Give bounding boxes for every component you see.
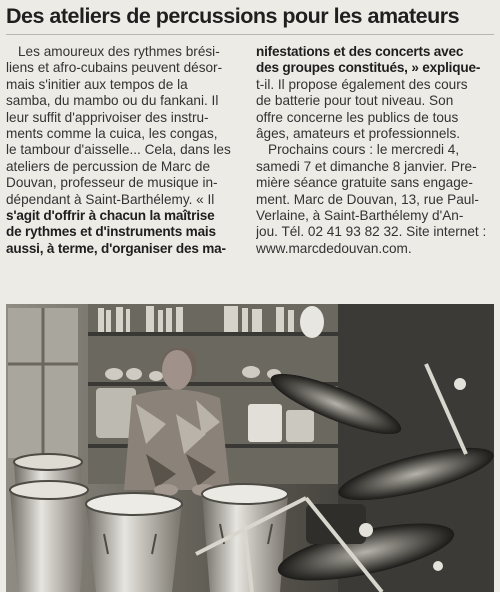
article-text-line: offre concerne les publics de tous: [256, 109, 459, 125]
article-text-line: jou. Tél. 02 41 93 82 32. Site internet :: [256, 224, 487, 240]
article-text-line: dépendant à Saint-Barthélemy. « Il: [6, 191, 215, 207]
article-text-line: ment. Marc de Douvan, 13, rue Paul-: [256, 191, 479, 207]
article-text-line: ments comme la cuica, les congas,: [6, 126, 218, 142]
article-text-line: mais s'initier aux tempos de la: [6, 76, 188, 92]
article-column-right: [256, 44, 494, 257]
article-text-line: Prochains cours : le mercredi 4,: [268, 142, 460, 158]
article-text-line: de rythmes et d'instruments mais: [6, 224, 216, 240]
article-text-line: âges, amateurs et professionnels.: [256, 126, 461, 142]
article-text-line: s'agit d'offrir à chacun la maîtrise: [6, 208, 215, 224]
article-text-line: samedi 7 et dimanche 8 janvier. Pre-: [256, 158, 477, 174]
article-headline: Des ateliers de percussions pour les amateurs: [6, 4, 460, 28]
headline-divider: [6, 34, 494, 35]
article-text-line: de batterie pour tout niveau. Son: [256, 93, 454, 109]
article-text-line: aussi, à terme, d'organiser des ma-: [6, 240, 226, 256]
article-text-line: Les amoureux des rythmes brési-: [18, 44, 220, 59]
article-text-line: www.marcdedouvan.com.: [256, 240, 412, 256]
article-text-line: mière séance gratuite sans engage-: [256, 175, 473, 191]
article-text-line: samba, du mambo ou du fankani. Il: [6, 93, 219, 109]
statue-bust: [300, 306, 324, 338]
article-text-line: liens et afro-cubains peuvent désor-: [6, 60, 223, 76]
shelf-bongo: [248, 404, 282, 442]
article-text-line: leur suffit d'apprivoiser des instru-: [6, 109, 209, 125]
article-text-line: des groupes constitués, » explique-: [256, 60, 481, 76]
article-text-line: t-il. Il propose également des cours: [256, 76, 468, 92]
article-text-line: ateliers de percussion de Marc de: [6, 158, 211, 174]
article-text-line: Douvan, professeur de musique in-: [6, 175, 218, 191]
article-text-line: Verlaine, à Saint-Barthélemy d'An-: [256, 208, 464, 224]
article-text-line: le tambour d'aisselle... Cela, dans les: [6, 142, 231, 158]
article-text-line: nifestations et des concerts avec: [256, 44, 464, 59]
article-column-left: [6, 44, 242, 257]
article-photo: [6, 304, 494, 592]
